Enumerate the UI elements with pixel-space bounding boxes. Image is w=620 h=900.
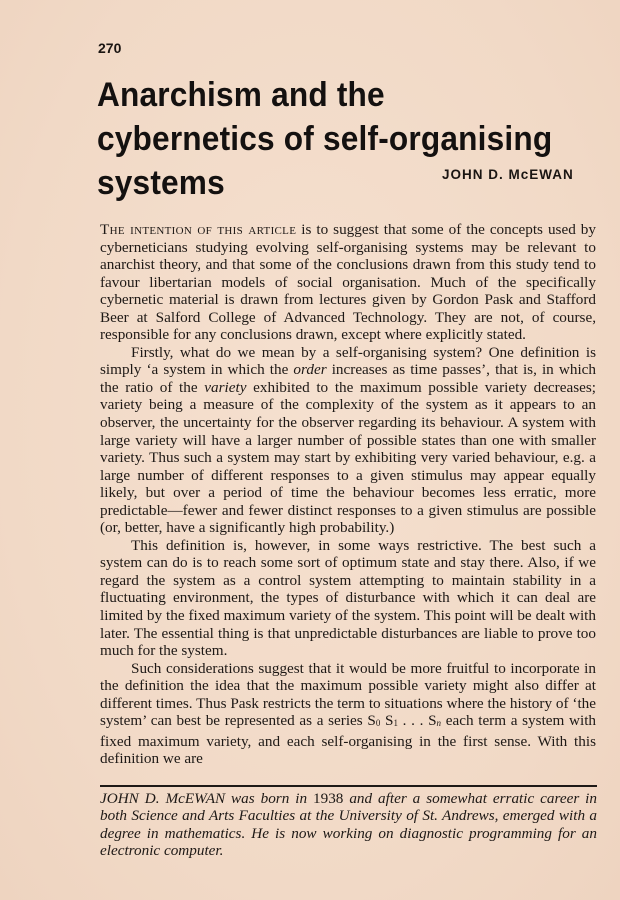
footnote-divider [100,785,597,787]
article-body [100,221,596,768]
emphasis-order: order [293,361,327,379]
paragraph-2-text-c: exhibited to the maximum possible variety decreases; variety being a measure of the complexity of the system as it appears to an observer, the uncertainty for the observer regarding its behaviour. A system with large variety will have a larger number of possible states than one with smaller variety. Thus such a system may start by exhibiting very varied behaviour, e.g. a large number of different responses to a given stimulus may appear equally likely, but over a period of time the behaviour becomes less erratic, more predictable—fewer and fewer distinct responses to a given stimulus are possible (or, better, have a significantly high probability.) [100,378,596,537]
page-number: 270 [98,40,122,56]
paragraph-4 [100,660,596,768]
emphasis-variety: variety [204,378,247,396]
subscript-n: n [436,718,442,729]
bio-year: 1938 [313,790,344,807]
subscript-0: 0 [375,718,381,729]
author-bio [100,790,597,859]
title-line-3: systems [97,164,225,202]
paragraph-2-text-b: increases as time passes’, that is, in which the ratio of the [100,361,596,396]
subscript-1: 1 [393,718,398,729]
title-line-1: Anarchism and the [97,76,385,114]
author-byline: JOHN D. McEWAN [442,167,574,182]
bio-text-a: JOHN D. McEWAN was born in [100,790,314,807]
paragraph-2 [100,344,596,537]
paragraph-2-text-a: Firstly, what do we mean by a self-organising system? One definition is simply ‘a system in which the [100,343,596,379]
paragraph-3: This definition is, however, in some ways restrictive. The best such a system can do is to reach some sort of optimum state and stay there. Also, if we regard the system as a control system attempting to maintain stability in a fluctuating environment, the types of disturbance with which it can deal are limited by the fixed maximum variety of the system. This point will be dealt with later. The essential thing is that unpredictable disturbances are liable to prove too much for the system. [100,536,596,660]
bio-text-b: and after a somewhat erratic career in both Science and Arts Faculties at the University of St. Andrews, emerged with a degree in mathematics. He is now working on diagnostic programming for an electronic computer. [100,790,597,859]
title-line-2: cybernetics of self-organising [97,120,553,158]
paragraph-1-text: is to suggest that some of the concepts used by cyberneticians studying evolving self-organising systems may be relevant to anarchist theory, and that some of the conclusions drawn from this study tend to favour libertarian models of social organisation. Much of the specifically cybernetic material is drawn from lectures given by Gordon Pask and Stafford Beer at Salford College of Advanced Technology. They are not, of course, responsible for any conclusions drawn, except where explicitly stated. [100,221,596,344]
article-title [97,73,571,205]
paragraph-4-text-c: . . . S [397,712,437,730]
paragraph-1 [100,221,596,344]
intro-smallcaps: The intention of this article [100,221,297,238]
paragraph-4-text-b: S [380,712,394,730]
paragraph-4-text-a: Such considerations suggest that it would be more fruitful to incorporate in the definition the idea that the maximum possible variety might also differ at different times. Thus Pask restricts the term to situations where the history of ‘the system’ can best be represented as a series S [100,659,596,730]
paragraph-4-text-d: each term a system with fixed maximum variety, and each self-organising in the first sense. With this definition we are [100,712,597,768]
